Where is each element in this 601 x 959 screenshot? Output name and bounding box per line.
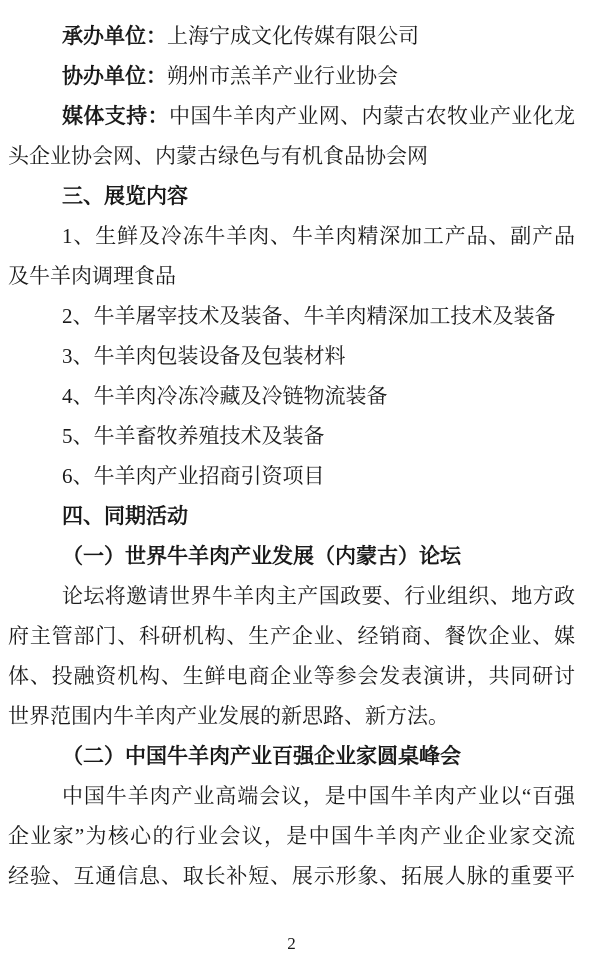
summit-paragraph-line-1: 中国牛羊肉产业高端会议，是中国牛羊肉产业以“百强 [62, 784, 575, 808]
exhibit-item-4: 4、牛羊肉冷冻冷藏及冷链物流装备 [62, 384, 388, 408]
forum-paragraph-line-2: 府主管部门、科研机构、生产企业、经销商、餐饮企业、媒 [8, 624, 575, 648]
exhibit-item-6: 6、牛羊肉产业招商引资项目 [62, 464, 325, 488]
exhibit-item-1-line-2: 及牛羊肉调理食品 [8, 264, 176, 288]
organizer-line [8, 16, 575, 56]
subheading-roundtable-summit: （二）中国牛羊肉产业百强企业家圆桌峰会 [62, 744, 461, 768]
exhibit-item-5: 5、牛羊畜牧养殖技术及装备 [62, 424, 325, 448]
exhibit-item-1-line-1: 1、生鲜及冷冻牛羊肉、牛羊肉精深加工产品、副产品 [62, 224, 575, 248]
section-heading-exhibition-content: 三、展览内容 [62, 184, 188, 208]
exhibit-item-3: 3、牛羊肉包装设备及包装材料 [62, 344, 346, 368]
summit-paragraph-line-2: 企业家”为核心的行业会议，是中国牛羊肉产业企业家交流 [8, 824, 575, 848]
media-support-label: 媒体支持： [62, 104, 169, 128]
organizer-label: 承办单位： [62, 24, 167, 48]
co-organizer-value: 朔州市羔羊产业行业协会 [167, 64, 398, 88]
co-organizer-line [8, 56, 575, 96]
organizer-value: 上海宁成文化传媒有限公司 [167, 24, 419, 48]
forum-paragraph-line-1: 论坛将邀请世界牛羊肉主产国政要、行业组织、地方政 [62, 584, 575, 608]
media-support-line-2: 头企业协会网、内蒙古绿色与有机食品协会网 [8, 144, 428, 168]
subheading-forum: （一）世界牛羊肉产业发展（内蒙古）论坛 [62, 544, 461, 568]
section-heading-concurrent-events: 四、同期活动 [62, 504, 188, 528]
co-organizer-label: 协办单位： [62, 64, 167, 88]
summit-paragraph-line-3: 经验、互通信息、取长补短、展示形象、拓展人脉的重要平 [8, 864, 575, 888]
media-support-line [8, 96, 575, 136]
page-number: 2 [287, 934, 296, 953]
forum-paragraph-line-4: 世界范围内牛羊肉产业发展的新思路、新方法。 [8, 704, 449, 728]
forum-paragraph-line-3: 体、投融资机构、生鲜电商企业等参会发表演讲，共同研讨 [8, 664, 575, 688]
media-support-value: 中国牛羊肉产业网、内蒙古农牧业产业化龙 [168, 104, 575, 128]
exhibit-item-2: 2、牛羊屠宰技术及装备、牛羊肉精深加工技术及装备 [62, 304, 556, 328]
